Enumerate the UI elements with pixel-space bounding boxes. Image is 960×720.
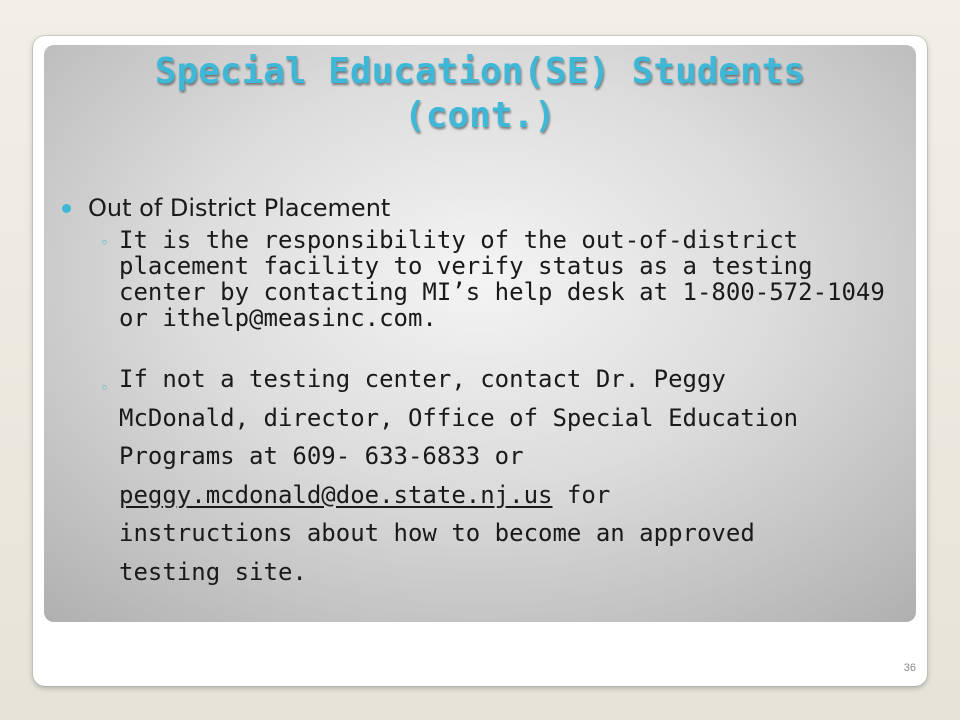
sub-item-2-line-2: McDonald, director, Office of Special Education [119, 403, 799, 432]
email-link[interactable]: peggy.mcdonald@doe.state.nj.us [119, 480, 553, 509]
title-line-1: Special Education(SE) Students [154, 51, 806, 92]
slide-title [44, 50, 916, 138]
title-line-2: (cont.) [404, 95, 556, 136]
page-number: 36 [903, 662, 916, 674]
sub-item-2-line-3: Programs at 609- 633-6833 or [119, 442, 524, 470]
sub-item-2-line-5: instructions about how to become an approved [119, 519, 755, 547]
sub-item-1-text: It is the responsibility of the out-of-district placement facility to verify status as a testing center by contacting MI’s help desk at 1-800-572-1049 or ithelp@measinc.com. [119, 226, 885, 332]
sub-item-2 [100, 360, 890, 591]
bullet-dot-icon [62, 204, 71, 213]
sub-item-2-text [119, 360, 890, 591]
sub-item-1 [100, 227, 890, 331]
bullet-text: Out of District Placement [88, 194, 391, 222]
sub-bullet-circle-icon: ◦ [100, 234, 109, 252]
sub-item-2-after-email: for [552, 480, 611, 509]
sub-item-2-line-1: If not a testing center, contact Dr. Peggy [119, 365, 726, 393]
sub-item-2-line-6: testing site. [119, 557, 307, 586]
sub-bullet-circle-icon: ◦ [100, 379, 109, 397]
